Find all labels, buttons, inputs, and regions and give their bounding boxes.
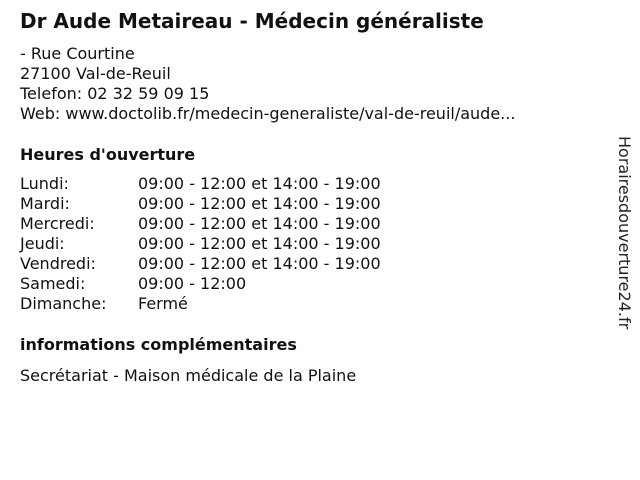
info-heading: informations complémentaires [20, 335, 297, 354]
street-line: - Rue Courtine [20, 44, 135, 63]
time-value: 09:00 - 12:00 et 14:00 - 19:00 [138, 254, 381, 273]
day-label: Mardi: [20, 194, 70, 213]
day-label: Samedi: [20, 274, 86, 293]
hours-heading: Heures d'ouverture [20, 145, 196, 164]
day-label: Vendredi: [20, 254, 96, 273]
city-line: 27100 Val-de-Reuil [20, 64, 171, 83]
info-text: Secrétariat - Maison médicale de la Plaine [20, 366, 357, 385]
phone-line: Telefon: 02 32 59 09 15 [20, 84, 210, 103]
day-label: Dimanche: [20, 294, 107, 313]
day-label: Mercredi: [20, 214, 95, 233]
address-block [20, 44, 515, 124]
web-line[interactable]: Web: www.doctolib.fr/medecin-generaliste/val-de-reuil/aude... [20, 104, 516, 123]
page-title: Dr Aude Metaireau - Médecin généraliste [20, 9, 484, 33]
time-value: 09:00 - 12:00 et 14:00 - 19:00 [138, 214, 381, 233]
time-value: 09:00 - 12:00 [138, 274, 247, 293]
day-label: Lundi: [20, 174, 69, 193]
time-value: 09:00 - 12:00 et 14:00 - 19:00 [138, 234, 381, 253]
side-brand-watermark: Horairesdouverture24.fr [615, 136, 634, 330]
time-value: 09:00 - 12:00 et 14:00 - 19:00 [138, 194, 381, 213]
time-value: 09:00 - 12:00 et 14:00 - 19:00 [138, 174, 381, 193]
time-value: Fermé [138, 294, 188, 313]
day-label: Jeudi: [20, 234, 65, 253]
